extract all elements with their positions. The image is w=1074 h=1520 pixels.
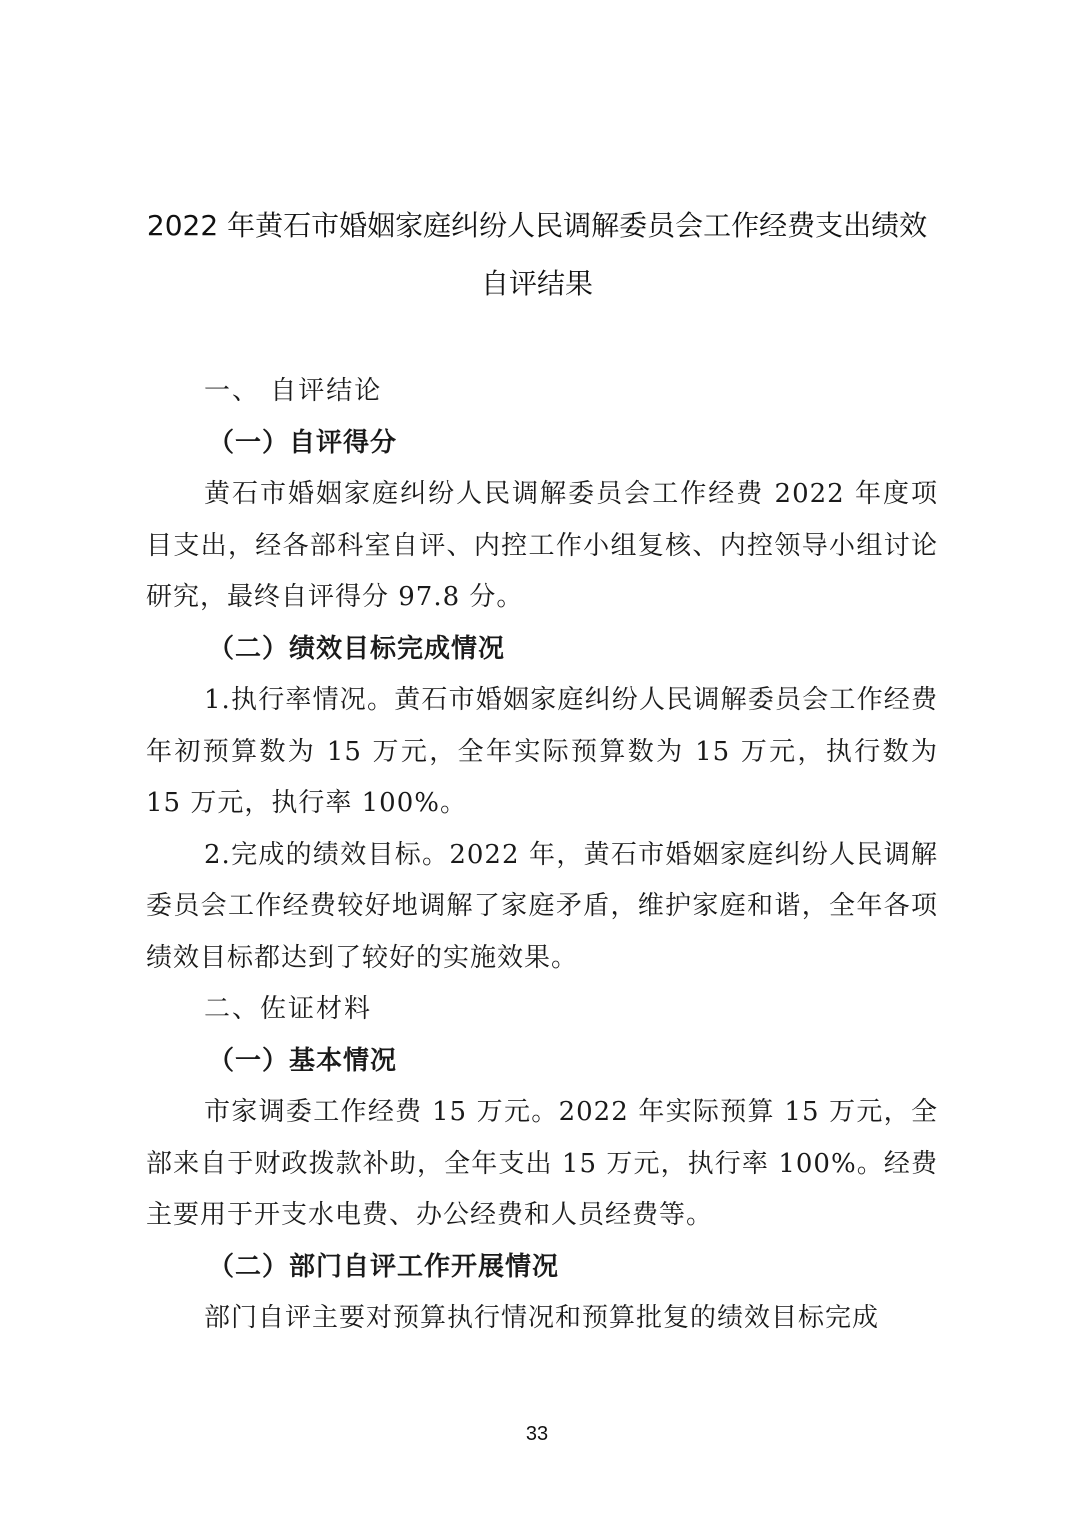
section-2-sub-1-heading: （一）基本情况 [208,1045,398,1076]
section-2-heading: 二、佐证材料 [204,994,373,1024]
section-1-sub-1-paragraph: 黄石市婚姻家庭纠纷人民调解委员会工作经费 2022 年度项目支出，经各部科室自评、内控工作小组复核、内控领导小组讨论研究，最终自评得分 97.8 分。 [146,479,938,612]
section-1-heading: 一、 自评结论 [204,376,383,406]
section-1-sub-2-paragraph-1: 1.执行率情况。黄石市婚姻家庭纠纷人民调解委员会工作经费年初预算数为 15 万元，全年实际预算数为 15 万元，执行数为 15 万元，执行率 100%。 [146,685,938,818]
section-1-sub-2-heading: （二）绩效目标完成情况 [208,633,506,664]
document-title-line-1: 2022 年黄石市婚姻家庭纠纷人民调解委员会工作经费支出绩效 [146,209,928,242]
document-title-line-2: 自评结果 [480,267,593,300]
document-body [146,366,938,1345]
section-2-sub-2-heading: （二）部门自评工作开展情况 [208,1251,560,1282]
section-1-sub-1-heading: （一）自评得分 [208,427,398,458]
section-1-sub-2-paragraph-2: 2.完成的绩效目标。2022 年，黄石市婚姻家庭纠纷人民调解委员会工作经费较好地调解了家庭矛盾，维护家庭和谐，全年各项绩效目标都达到了较好的实施效果。 [146,839,938,973]
section-2-sub-2-paragraph: 部门自评主要对预算执行情况和预算批复的绩效目标完成 [204,1303,880,1333]
section-2-sub-1-paragraph: 市家调委工作经费 15 万元。2022 年实际预算 15 万元，全部来自于财政拨款补助，全年支出 15 万元，执行率 100%。经费主要用于开支水电费、办公经费和人员经费等。 [146,1097,938,1230]
page-number: 33 [525,1423,549,1445]
